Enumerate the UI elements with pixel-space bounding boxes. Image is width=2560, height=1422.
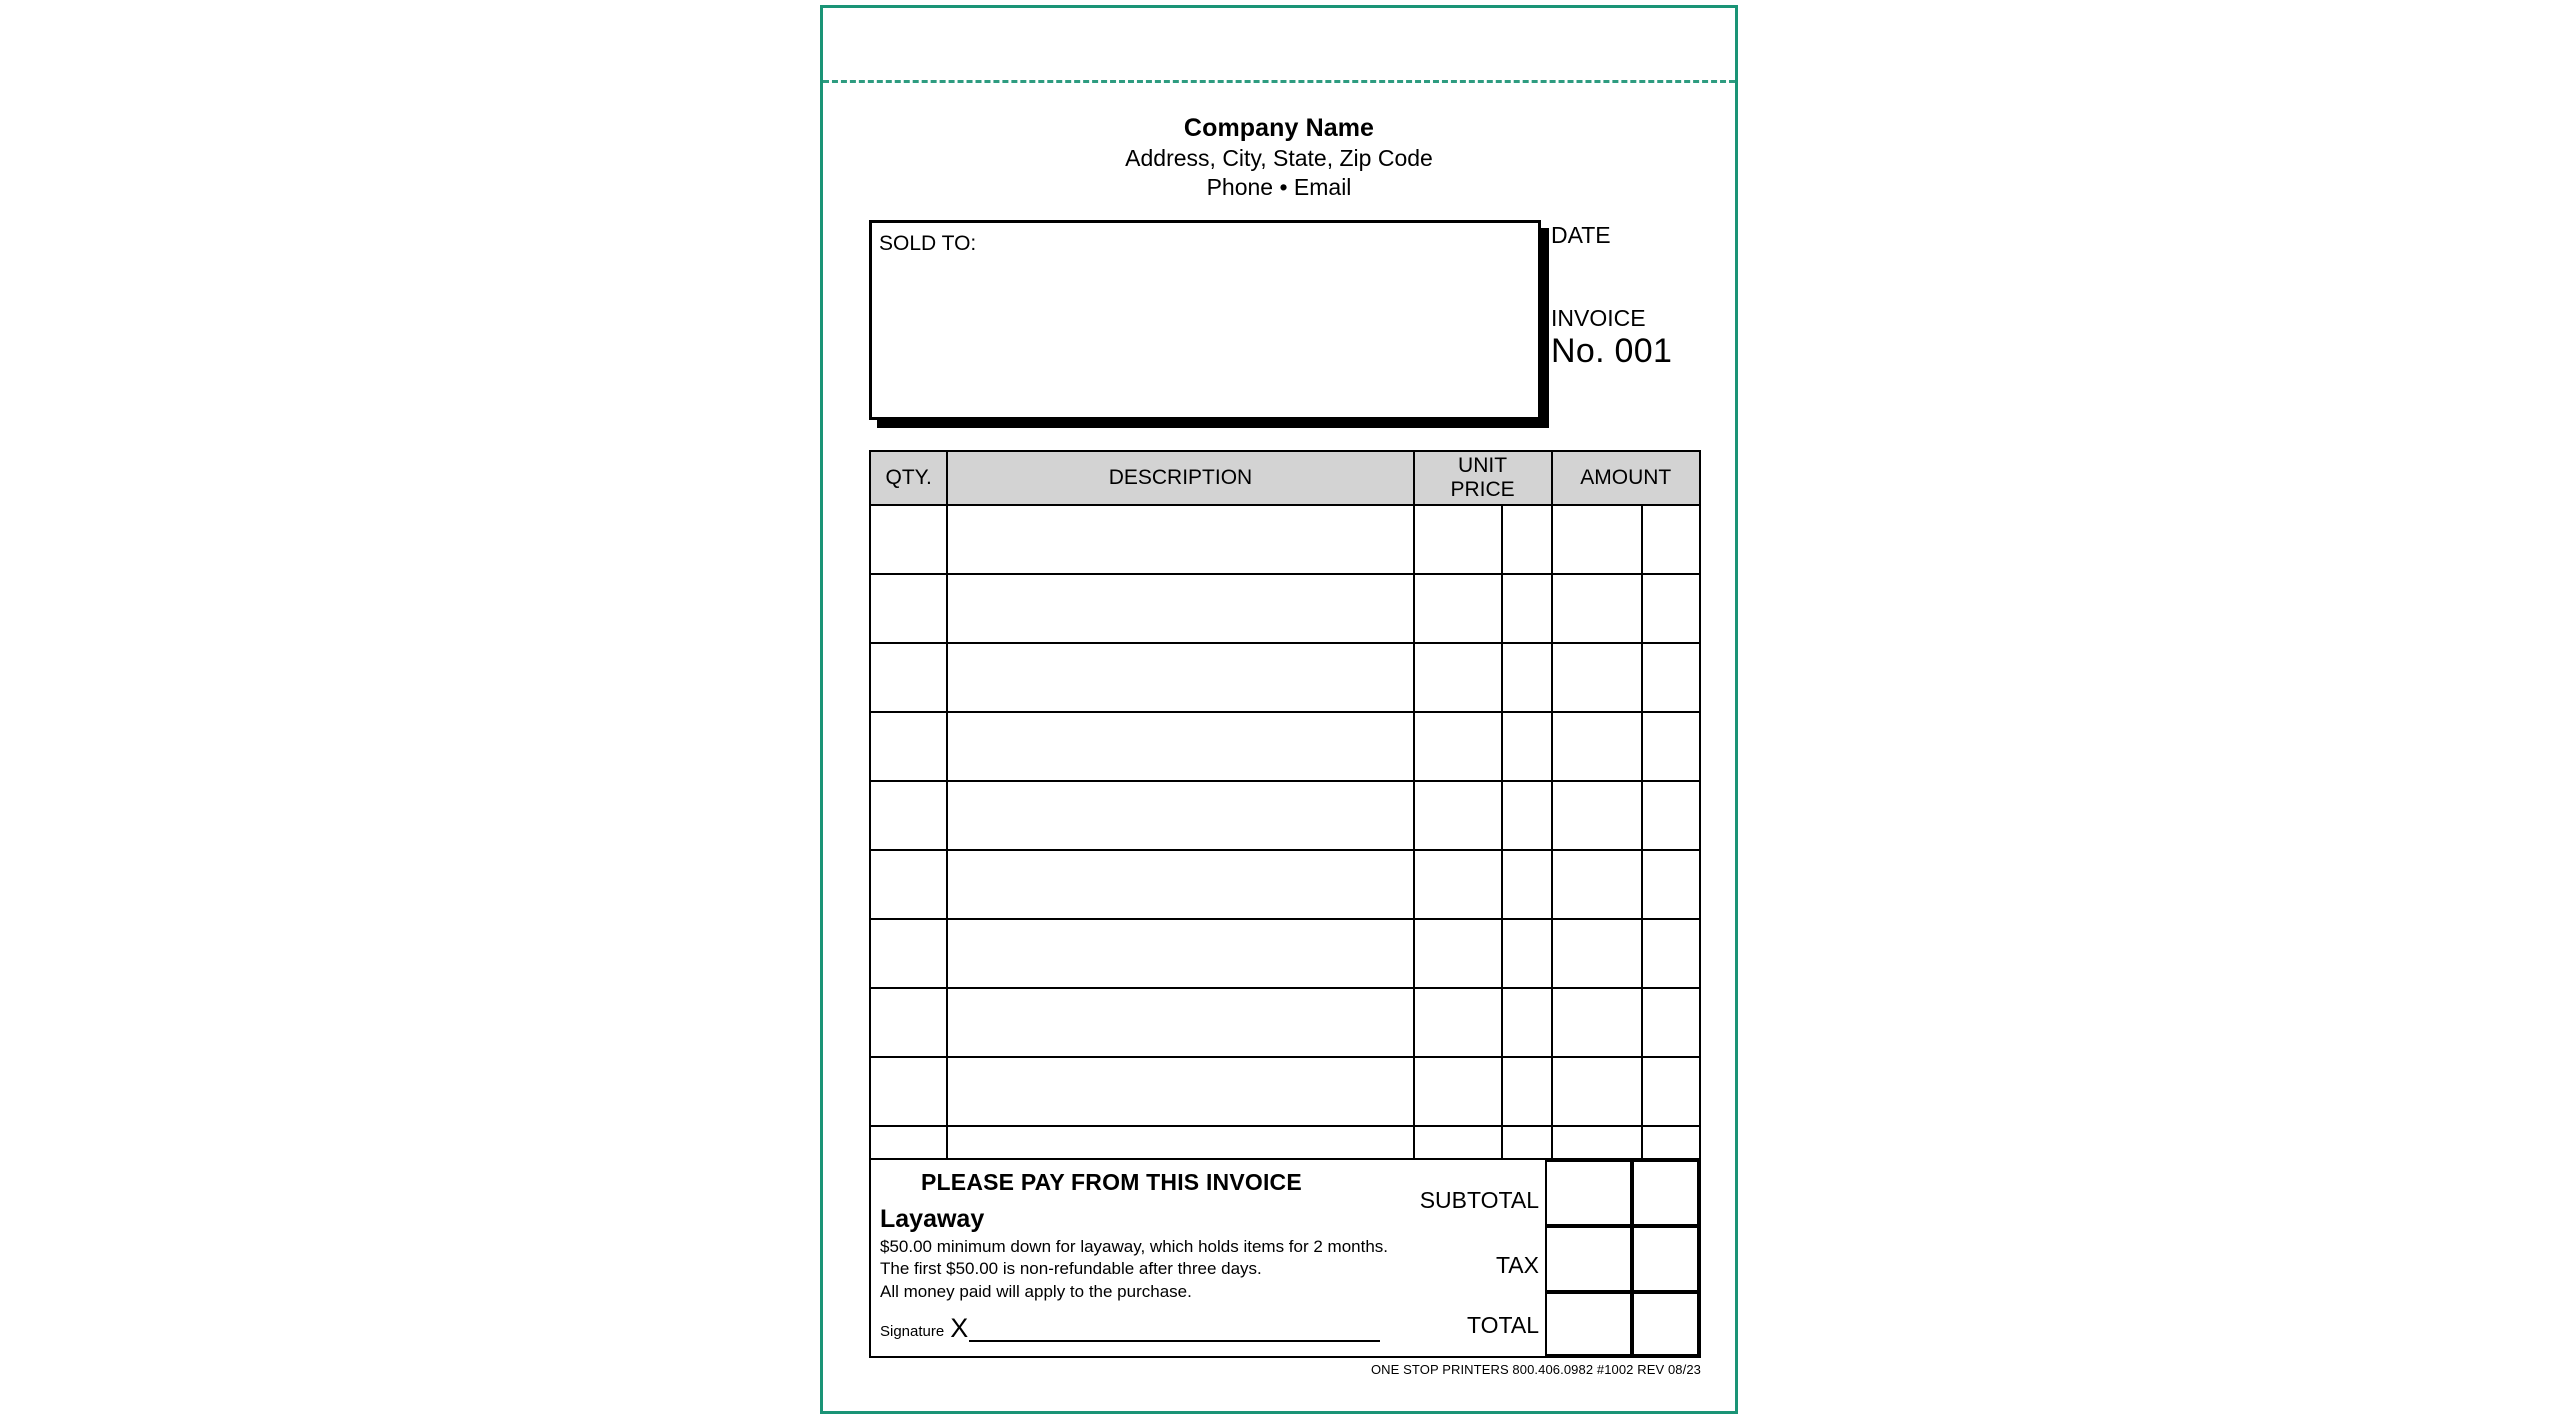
amount-cents-cell[interactable] bbox=[1642, 712, 1700, 781]
unit-price-dollars-cell[interactable] bbox=[1414, 643, 1503, 712]
unit-price-dollars-cell[interactable] bbox=[1414, 850, 1503, 919]
qty-cell[interactable] bbox=[870, 505, 947, 574]
table-row bbox=[870, 850, 1700, 919]
line-items-header-row bbox=[870, 451, 1700, 505]
unit-price-dollars-cell[interactable] bbox=[1414, 505, 1503, 574]
amount-dollars-cell[interactable] bbox=[1552, 1057, 1643, 1126]
unit-price-cents-cell[interactable] bbox=[1502, 643, 1551, 712]
signature-line[interactable] bbox=[969, 1318, 1380, 1342]
amount-cents-cell[interactable] bbox=[1642, 505, 1700, 574]
description-cell[interactable] bbox=[947, 919, 1413, 988]
tax-label: TAX bbox=[1495, 1252, 1539, 1278]
terms-area bbox=[871, 1160, 1393, 1356]
unit-price-dollars-cell[interactable] bbox=[1414, 574, 1503, 643]
unit-price-cents-cell[interactable] bbox=[1502, 781, 1551, 850]
subtotal-label: SUBTOTAL bbox=[1419, 1187, 1539, 1213]
unit-price-cents-cell[interactable] bbox=[1502, 850, 1551, 919]
layaway-term-line: $50.00 minimum down for layaway, which holds items for 2 months. bbox=[880, 1237, 1389, 1256]
date-label: DATE bbox=[1551, 222, 1611, 248]
invoice-number: No. 001 bbox=[1551, 332, 1673, 370]
sold-to-label: SOLD TO: bbox=[879, 232, 977, 255]
layaway-terms bbox=[880, 1236, 1388, 1303]
qty-cell[interactable] bbox=[870, 643, 947, 712]
totals-labels bbox=[1393, 1160, 1545, 1356]
amount-dollars-cell[interactable] bbox=[1552, 781, 1643, 850]
description-cell[interactable] bbox=[947, 850, 1413, 919]
table-row bbox=[870, 643, 1700, 712]
amount-dollars-cell[interactable] bbox=[1552, 643, 1643, 712]
printer-imprint: ONE STOP PRINTERS 800.406.0982 #1002 REV 08/23 bbox=[1370, 1362, 1701, 1377]
unit-price-dollars-cell[interactable] bbox=[1414, 919, 1503, 988]
amount-dollars-cell[interactable] bbox=[1552, 712, 1643, 781]
description-cell[interactable] bbox=[947, 574, 1413, 643]
qty-cell[interactable] bbox=[870, 712, 947, 781]
unit-price-cents-cell[interactable] bbox=[1502, 988, 1551, 1057]
table-row bbox=[870, 781, 1700, 850]
invoice-label: INVOICE bbox=[1551, 305, 1646, 331]
table-row bbox=[870, 1057, 1700, 1126]
company-name: Company Name bbox=[1183, 114, 1375, 142]
description-cell[interactable] bbox=[947, 781, 1413, 850]
signature-mark: X bbox=[950, 1313, 969, 1343]
amount-cents-cell[interactable] bbox=[1642, 850, 1700, 919]
unit-price-dollars-cell[interactable] bbox=[1414, 1057, 1503, 1126]
description-cell[interactable] bbox=[947, 643, 1413, 712]
signature-label: Signature bbox=[880, 1323, 945, 1340]
unit-price-cents-cell[interactable] bbox=[1502, 712, 1551, 781]
column-header-unit-price bbox=[1414, 451, 1552, 505]
unit-price-line-2: PRICE bbox=[1450, 478, 1515, 501]
amount-cents-cell[interactable] bbox=[1642, 1057, 1700, 1126]
unit-price-dollars-cell[interactable] bbox=[1414, 712, 1503, 781]
company-address: Address, City, State, Zip Code bbox=[1125, 145, 1433, 171]
amount-dollars-cell[interactable] bbox=[1552, 505, 1643, 574]
layaway-term-line: All money paid will apply to the purchase. bbox=[880, 1281, 1192, 1301]
qty-cell[interactable] bbox=[870, 988, 947, 1057]
layaway-term-line: The first $50.00 is non-refundable after three days. bbox=[880, 1259, 1262, 1279]
unit-price-cents-cell[interactable] bbox=[1502, 1057, 1551, 1126]
layaway-title: Layaway bbox=[880, 1205, 985, 1233]
unit-price-dollars-cell[interactable] bbox=[1414, 988, 1503, 1057]
line-items-body bbox=[870, 505, 1700, 1195]
qty-cell[interactable] bbox=[870, 919, 947, 988]
unit-price-cents-cell[interactable] bbox=[1502, 505, 1551, 574]
column-header-amount: AMOUNT bbox=[1552, 451, 1700, 505]
total-dollars-cell[interactable] bbox=[1545, 1292, 1632, 1356]
line-items-table bbox=[869, 450, 1701, 1196]
table-row bbox=[870, 712, 1700, 781]
amount-dollars-cell[interactable] bbox=[1552, 850, 1643, 919]
amount-cents-cell[interactable] bbox=[1642, 919, 1700, 988]
description-cell[interactable] bbox=[947, 988, 1413, 1057]
signature-row[interactable] bbox=[880, 1315, 1380, 1342]
description-cell[interactable] bbox=[947, 1057, 1413, 1126]
invoice-footer-block bbox=[869, 1158, 1701, 1358]
qty-cell[interactable] bbox=[870, 1057, 947, 1126]
company-contact: Phone • Email bbox=[1206, 174, 1352, 201]
qty-cell[interactable] bbox=[870, 574, 947, 643]
total-label: TOTAL bbox=[1467, 1312, 1539, 1338]
perforation-tear-line bbox=[823, 80, 1735, 83]
unit-price-line-1: UNIT bbox=[1458, 454, 1508, 478]
table-row bbox=[870, 988, 1700, 1057]
unit-price-dollars-cell[interactable] bbox=[1414, 781, 1503, 850]
qty-cell[interactable] bbox=[870, 850, 947, 919]
table-row bbox=[870, 505, 1700, 574]
subtotal-dollars-cell[interactable] bbox=[1545, 1160, 1632, 1226]
table-row bbox=[870, 919, 1700, 988]
amount-dollars-cell[interactable] bbox=[1552, 919, 1643, 988]
amount-dollars-cell[interactable] bbox=[1552, 988, 1643, 1057]
description-cell[interactable] bbox=[947, 505, 1413, 574]
amount-cents-cell[interactable] bbox=[1642, 574, 1700, 643]
table-row bbox=[870, 574, 1700, 643]
unit-price-cents-cell[interactable] bbox=[1502, 574, 1551, 643]
column-header-description: DESCRIPTION bbox=[947, 451, 1413, 505]
column-header-qty: QTY. bbox=[870, 451, 947, 505]
description-cell[interactable] bbox=[947, 712, 1413, 781]
pay-from-invoice-notice: PLEASE PAY FROM THIS INVOICE bbox=[921, 1169, 1302, 1195]
amount-cents-cell[interactable] bbox=[1642, 643, 1700, 712]
tax-cents-cell[interactable] bbox=[1632, 1226, 1699, 1292]
total-cents-cell[interactable] bbox=[1632, 1292, 1699, 1356]
amount-dollars-cell[interactable] bbox=[1552, 574, 1643, 643]
qty-cell[interactable] bbox=[870, 781, 947, 850]
amount-cents-cell[interactable] bbox=[1642, 781, 1700, 850]
unit-price-cents-cell[interactable] bbox=[1502, 919, 1551, 988]
subtotal-cents-cell[interactable] bbox=[1632, 1160, 1699, 1226]
amount-cents-cell[interactable] bbox=[1642, 988, 1700, 1057]
tax-dollars-cell[interactable] bbox=[1545, 1226, 1632, 1292]
company-header bbox=[823, 112, 1735, 203]
